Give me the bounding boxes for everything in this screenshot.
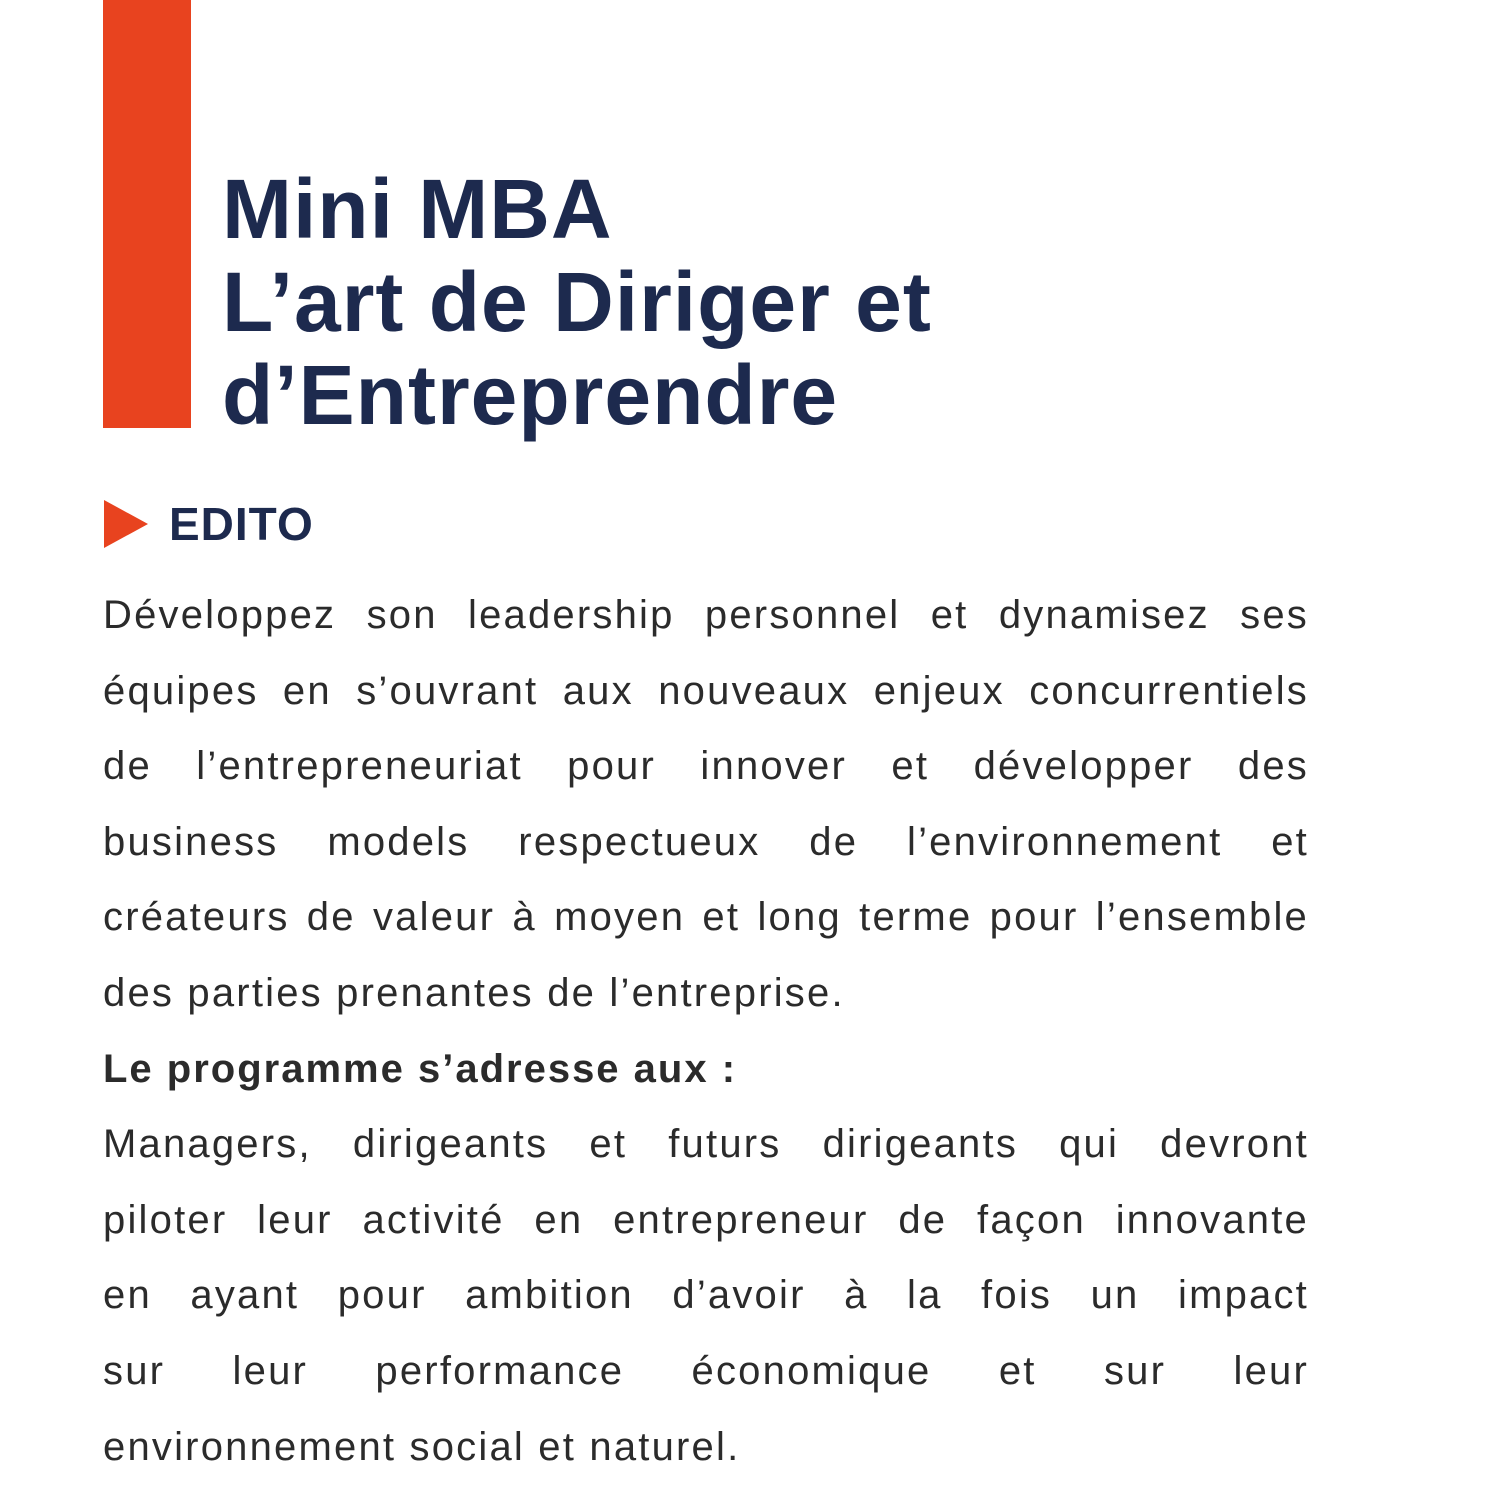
- page-title: [222, 163, 932, 442]
- section-heading: [104, 496, 314, 552]
- title-line: Mini MBA: [222, 162, 613, 256]
- paragraph-line: business models respectueux de l’environnement et: [103, 819, 1309, 864]
- section-label: EDITO: [169, 498, 314, 550]
- paragraph-line: de l’entrepreneuriat pour innover et développer des: [103, 744, 1309, 789]
- paragraph-line: sur leur performance économique et sur leur: [103, 1348, 1309, 1393]
- paragraph-line: créateurs de valeur à moyen et long terme pour l’ensemble: [103, 895, 1309, 940]
- audience-heading: Le programme s’adresse aux :: [103, 1046, 738, 1091]
- paragraph-line: en ayant pour ambition d’avoir à la fois un impact: [103, 1273, 1309, 1318]
- triangle-right-icon: [104, 500, 148, 548]
- title-line: L’art de Diriger et: [222, 255, 932, 349]
- edito-body: [103, 578, 1309, 1485]
- paragraph-line: piloter leur activité en entrepreneur de façon innovante: [103, 1197, 1309, 1242]
- title-line: d’Entreprendre: [222, 348, 839, 442]
- paragraph-line: environnement social et naturel.: [103, 1424, 741, 1469]
- paragraph-line: Développez son leadership personnel et dynamisez ses: [103, 593, 1309, 637]
- accent-bar: [103, 0, 191, 428]
- paragraph-line: des parties prenantes de l’entreprise.: [103, 970, 845, 1015]
- paragraph-line: Managers, dirigeants et futurs dirigeants qui devront: [103, 1122, 1309, 1167]
- paragraph-line: équipes en s’ouvrant aux nouveaux enjeux concurrentiels: [103, 668, 1309, 713]
